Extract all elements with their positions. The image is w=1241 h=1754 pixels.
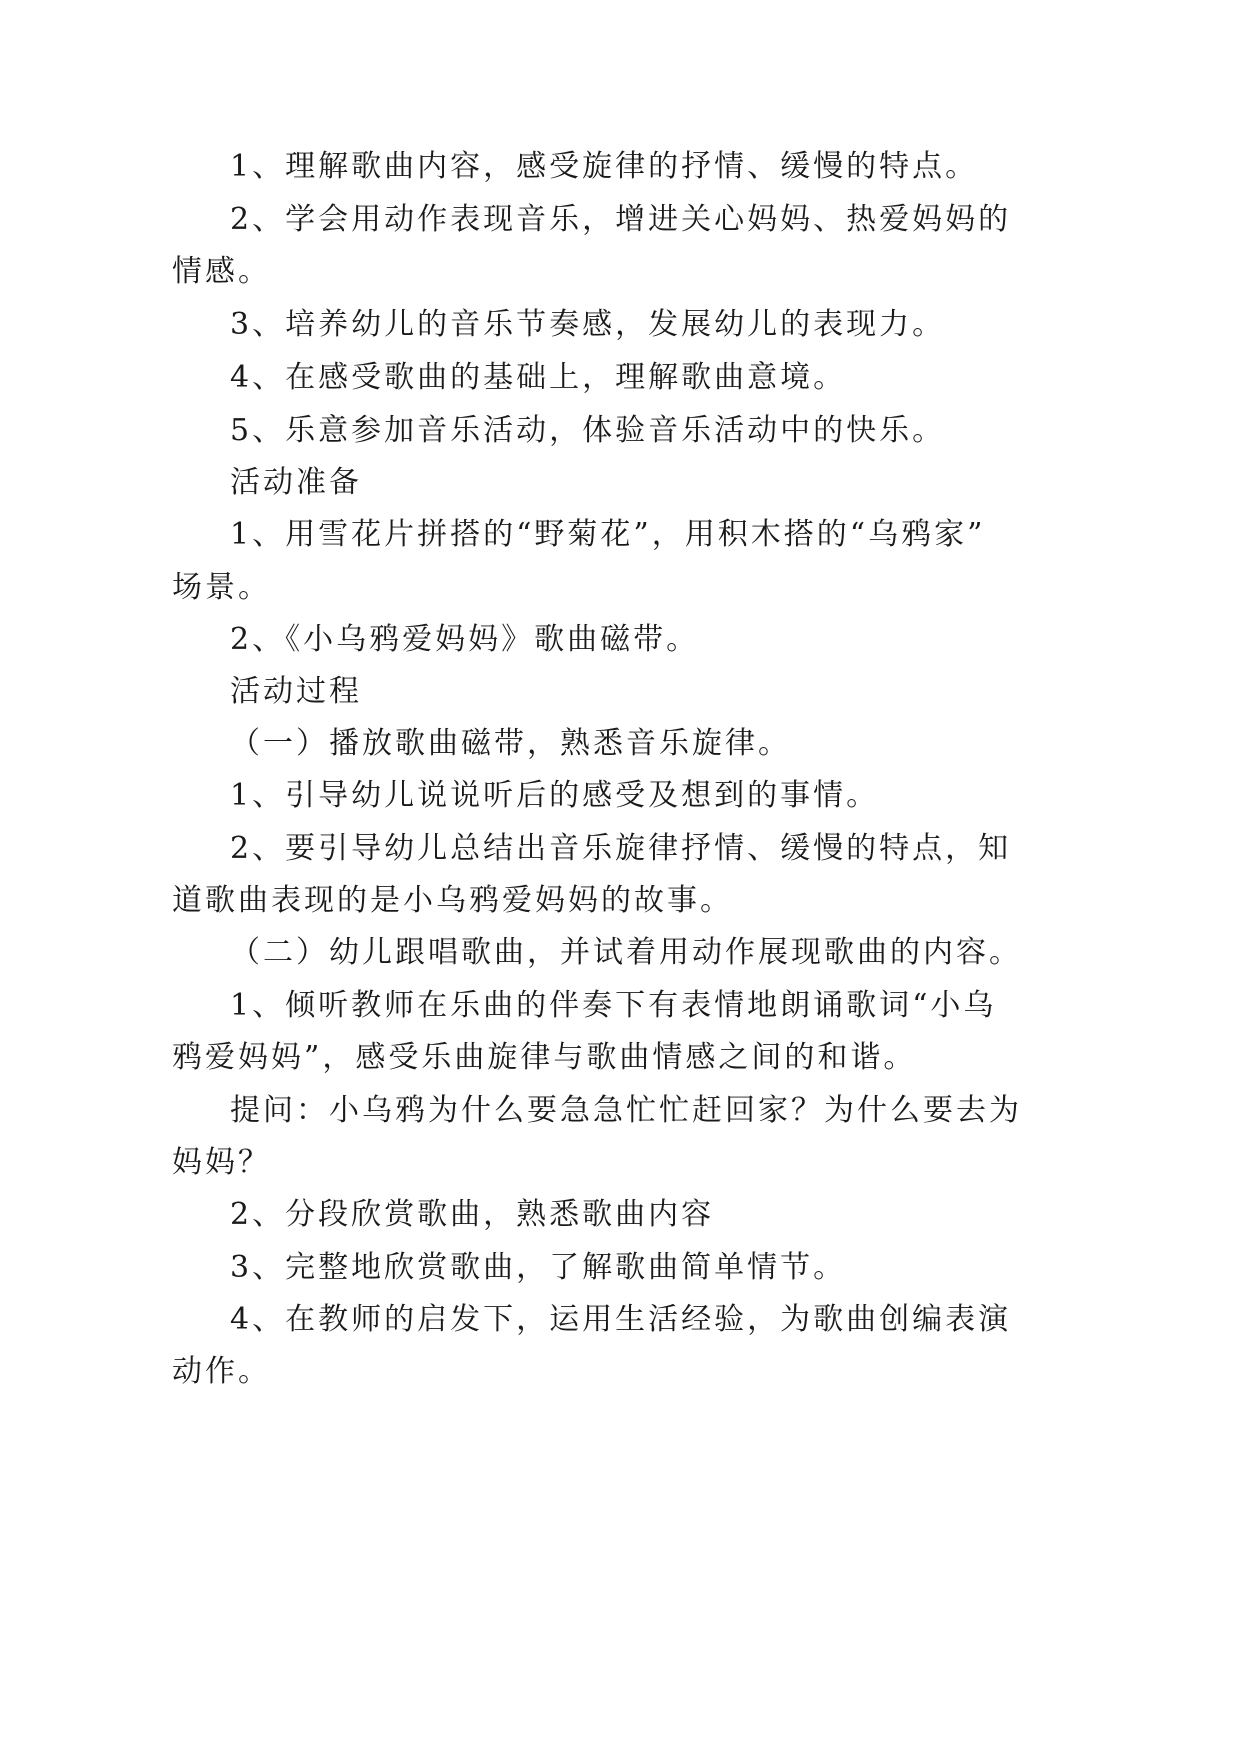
process-step-2-item-1-cont: 鸦爱妈妈”，感受乐曲旋律与歌曲情感之间的和谐。 [172,1040,917,1075]
question-line-cont: 妈妈？ [172,1145,271,1180]
process-step-2-item-1: 1、倾听教师在乐曲的伴奏下有表情地朗诵歌词“小乌 [230,988,997,1023]
goal-line-3: 3、培养幼儿的音乐节奏感，发展幼儿的表现力。 [230,307,946,342]
question-line: 提问：小乌鸦为什么要急急忙忙赶回家？为什么要去为 [230,1093,1022,1128]
goal-line-4: 4、在感受歌曲的基础上，理解歌曲意境。 [230,360,847,395]
process-step-2-item-4-cont: 动作。 [172,1354,271,1389]
process-step-1-item-2-cont: 道歌曲表现的是小乌鸦爱妈妈的故事。 [172,883,733,918]
prep-line-2: 2、《小乌鸦爱妈妈》歌曲磁带。 [230,622,700,657]
goal-line-2-cont: 情感。 [172,254,271,289]
section-heading-process: 活动过程 [230,674,362,709]
goal-line-2: 2、学会用动作表现音乐，增进关心妈妈、热爱妈妈的 [230,202,1012,237]
process-step-2-item-3: 3、完整地欣赏歌曲，了解歌曲简单情节。 [230,1250,847,1285]
process-step-1-heading: （一）播放歌曲磁带，熟悉音乐旋律。 [230,726,791,761]
process-step-1-item-2: 2、要引导幼儿总结出音乐旋律抒情、缓慢的特点，知 [230,831,1012,866]
prep-line-1-cont: 场景。 [172,570,271,605]
process-step-2-heading: （二）幼儿跟唱歌曲，并试着用动作展现歌曲的内容。 [230,935,1022,970]
process-step-2-item-4: 4、在教师的启发下，运用生活经验，为歌曲创编表演 [230,1302,1012,1337]
process-step-2-item-2: 2、分段欣赏歌曲，熟悉歌曲内容 [230,1197,715,1232]
goal-line-5: 5、乐意参加音乐活动，体验音乐活动中的快乐。 [230,413,946,448]
section-heading-preparation: 活动准备 [230,465,362,500]
prep-line-1: 1、用雪花片拼搭的“野菊花”，用积木搭的“乌鸦家” [230,517,986,552]
process-step-1-item-1: 1、引导幼儿说说听后的感受及想到的事情。 [230,778,880,813]
goal-line-1: 1、理解歌曲内容，感受旋律的抒情、缓慢的特点。 [230,149,979,184]
